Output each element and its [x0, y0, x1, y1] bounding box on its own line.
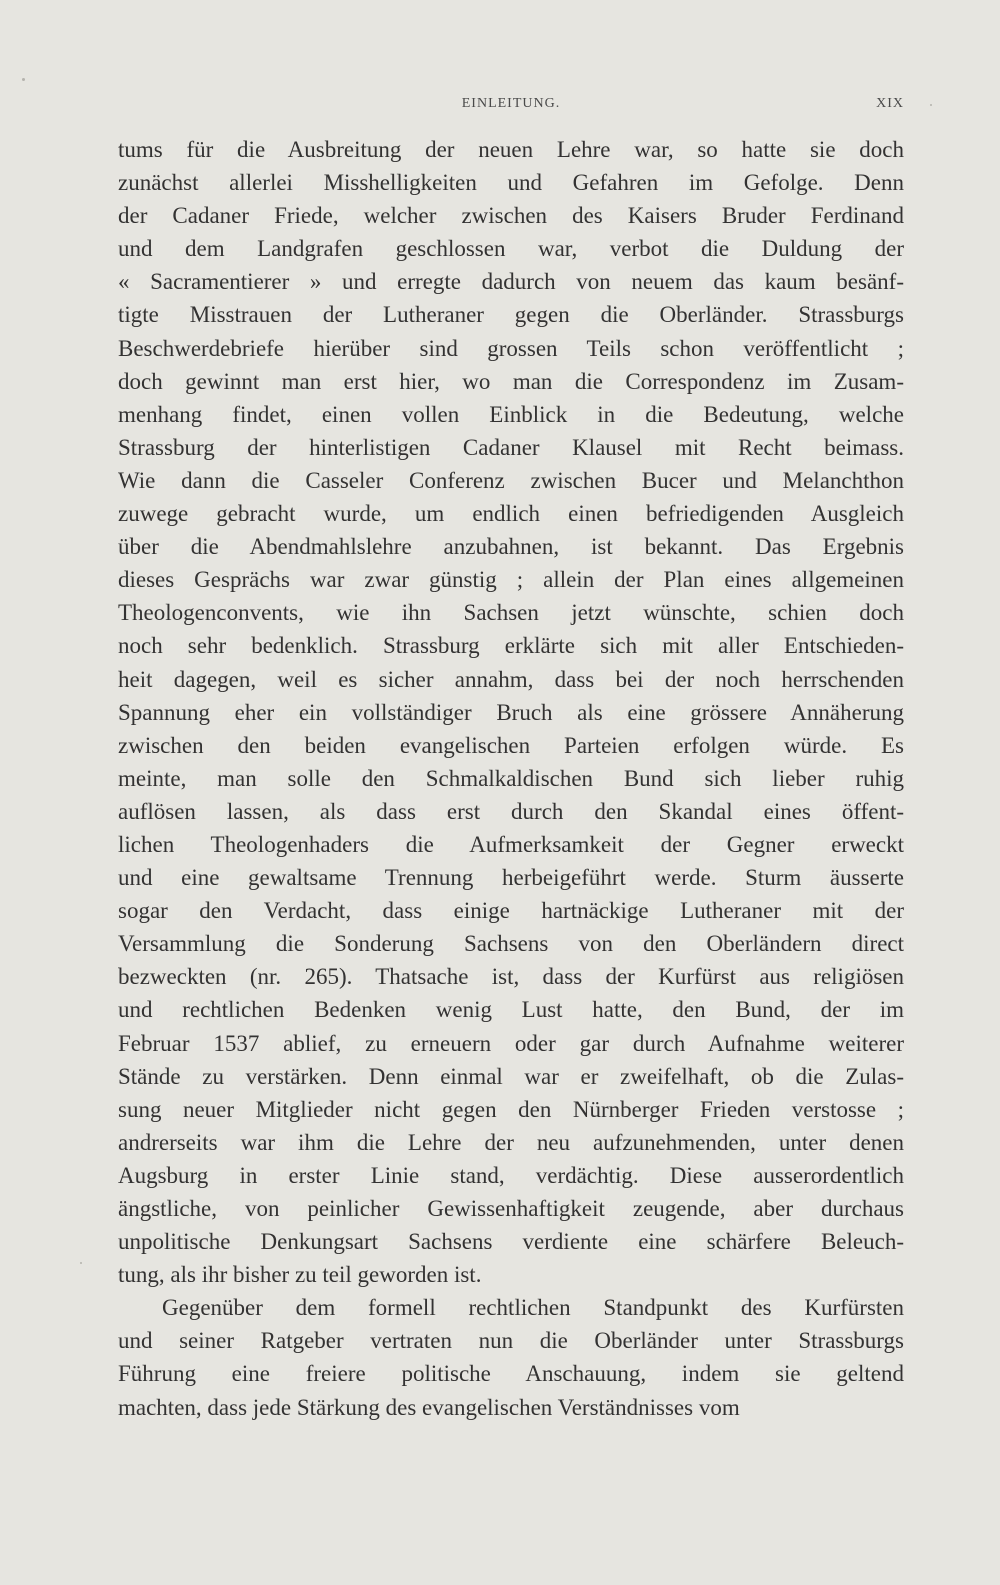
- text-line: « Sacramentierer » und erregte dadurch von neuem das kaum besänf-: [118, 269, 904, 295]
- text-line: Spannung eher ein vollständiger Bruch als eine grössere Annäherung: [118, 699, 904, 725]
- text-line: und eine gewaltsame Trennung herbeigeführt werde. Sturm äusserte: [118, 865, 904, 891]
- text-line: dieses Gesprächs war zwar günstig ; allein der Plan eines allgemeinen: [118, 567, 904, 593]
- paragraph: [118, 133, 904, 1291]
- text-line: über die Abendmahlslehre anzubahnen, ist bekannt. Das Ergebnis: [118, 534, 904, 560]
- page-number: XIX: [876, 96, 904, 111]
- text-line: menhang findet, einen vollen Einblick in die Bedeutung, welche: [118, 401, 904, 427]
- text-line: Versammlung die Sonderung Sachsens von den Oberländern direct: [118, 931, 904, 957]
- text-line: Gegenüber dem formell rechtlichen Standpunkt des Kurfürsten: [162, 1295, 904, 1321]
- text-line: zwischen den beiden evangelischen Parteien erfolgen würde. Es: [118, 732, 904, 758]
- text-line: Februar 1537 ablief, zu erneuern oder gar durch Aufnahme weiterer: [118, 1030, 904, 1056]
- body-text: [118, 133, 904, 1424]
- paper-speck: [80, 1262, 82, 1264]
- text-line: sogar den Verdacht, dass einige hartnäckige Lutheraner mit der: [118, 898, 904, 924]
- text-line: sung neuer Mitglieder nicht gegen den Nürnberger Frieden verstosse ;: [118, 1096, 904, 1122]
- text-line: und rechtlichen Bedenken wenig Lust hatte, den Bund, der im: [118, 997, 904, 1023]
- text-line: tigte Misstrauen der Lutheraner gegen die Oberländer. Strassburgs: [118, 302, 904, 328]
- paragraph: [118, 1291, 904, 1423]
- text-line: unpolitische Denkungsart Sachsens verdiente eine schärfere Beleuch-: [118, 1229, 904, 1255]
- text-line: noch sehr bedenklich. Strassburg erklärte sich mit aller Entschieden-: [118, 633, 904, 659]
- running-head: [118, 96, 904, 120]
- text-line: machten, dass jede Stärkung des evangelischen Verständnisses vom: [118, 1394, 740, 1420]
- text-line: Wie dann die Casseler Conferenz zwischen Bucer und Melanchthon: [118, 467, 904, 493]
- text-line: zunächst allerlei Misshelligkeiten und Gefahren im Gefolge. Denn: [118, 170, 904, 196]
- running-head-title: EINLEITUNG.: [461, 96, 561, 111]
- text-line: tums für die Ausbreitung der neuen Lehre war, so hatte sie doch: [118, 137, 904, 162]
- text-line: der Cadaner Friede, welcher zwischen des Kaisers Bruder Ferdinand: [118, 203, 904, 229]
- text-line: meinte, man solle den Schmalkaldischen Bund sich lieber ruhig: [118, 765, 904, 791]
- text-line: zuwege gebracht wurde, um endlich einen befriedigenden Ausgleich: [118, 501, 904, 527]
- text-line: Augsburg in erster Linie stand, verdächtig. Diese ausserordentlich: [118, 1162, 904, 1188]
- text-line: und seiner Ratgeber vertraten nun die Oberländer unter Strassburgs: [118, 1328, 904, 1354]
- text-line: doch gewinnt man erst hier, wo man die Correspondenz im Zusam-: [118, 368, 904, 394]
- text-line: andrerseits war ihm die Lehre der neu aufzunehmenden, unter denen: [118, 1129, 904, 1155]
- paper-speck: [22, 78, 25, 81]
- text-line: bezweckten (nr. 265). Thatsache ist, dass der Kurfürst aus religiösen: [118, 964, 904, 990]
- text-line: heit dagegen, weil es sicher annahm, dass bei der noch herrschenden: [118, 666, 904, 692]
- text-line: Theologenconvents, wie ihn Sachsen jetzt wünschte, schien doch: [118, 600, 904, 626]
- text-line: ängstliche, von peinlicher Gewissenhaftigkeit zeugende, aber durchaus: [118, 1196, 904, 1221]
- text-line: Führung eine freiere politische Anschauung, indem sie geltend: [118, 1361, 904, 1387]
- text-line: auflösen lassen, als dass erst durch den Skandal eines öffent-: [118, 798, 904, 824]
- text-line: Strassburg der hinterlistigen Cadaner Klausel mit Recht beimass.: [118, 434, 904, 460]
- text-line: lichen Theologenhaders die Aufmerksamkeit der Gegner erweckt: [118, 831, 904, 857]
- paper-speck: [930, 104, 932, 106]
- text-line: Stände zu verstärken. Denn einmal war er zweifelhaft, ob die Zulas-: [118, 1063, 904, 1089]
- text-line: tung, als ihr bisher zu teil geworden ist.: [118, 1262, 482, 1288]
- text-line: und dem Landgrafen geschlossen war, verbot die Duldung der: [118, 236, 904, 262]
- text-line: Beschwerdebriefe hierüber sind grossen Teils schon veröffentlicht ;: [118, 335, 904, 361]
